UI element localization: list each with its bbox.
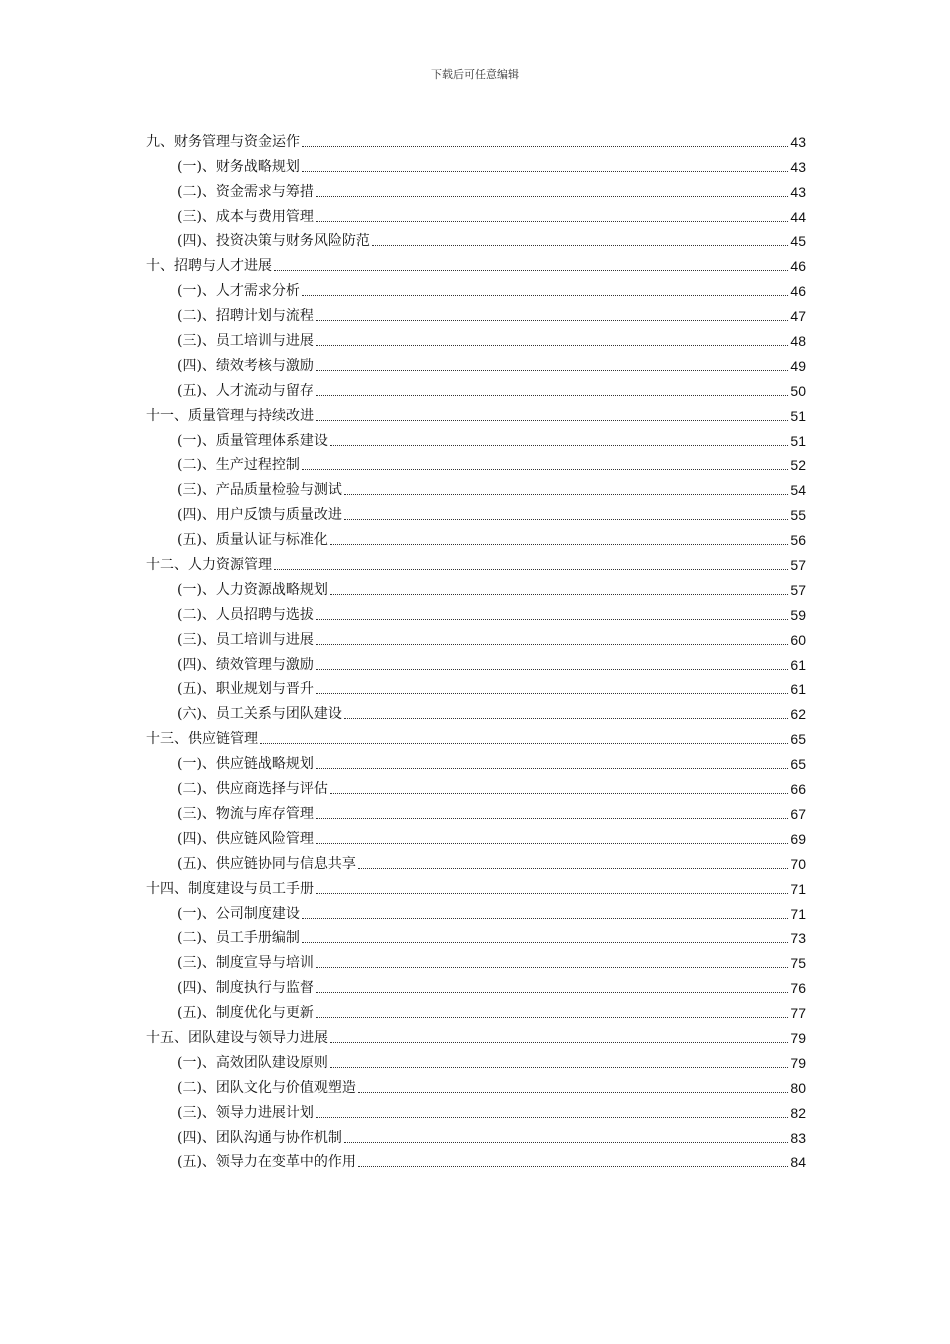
toc-entry-title: (五)、领导力在变革中的作用 bbox=[177, 1154, 356, 1171]
toc-entry-title: (五)、质量认证与标准化 bbox=[177, 532, 328, 549]
toc-entry-title: (三)、成本与费用管理 bbox=[177, 208, 314, 225]
toc-dot-leader bbox=[316, 967, 788, 968]
toc-entry-title: (六)、员工关系与团队建设 bbox=[177, 706, 342, 723]
toc-dot-leader bbox=[302, 171, 788, 172]
toc-dot-leader bbox=[358, 868, 788, 869]
toc-entry-page-number: 71 bbox=[790, 905, 806, 922]
toc-entry-page-number: 59 bbox=[790, 606, 806, 623]
toc-entry-title: (五)、人才流动与留存 bbox=[177, 382, 314, 399]
toc-dot-leader bbox=[344, 519, 788, 520]
toc-section-entry[interactable] bbox=[146, 1147, 806, 1172]
toc-entry-page-number: 71 bbox=[790, 880, 806, 897]
toc-entry-page-number: 65 bbox=[790, 756, 806, 773]
toc-section-entry[interactable] bbox=[146, 748, 806, 773]
toc-dot-leader bbox=[358, 1092, 788, 1093]
toc-section-entry[interactable] bbox=[146, 798, 806, 823]
toc-section-entry[interactable] bbox=[146, 275, 806, 300]
toc-entry-page-number: 79 bbox=[790, 1054, 806, 1071]
toc-entry-page-number: 65 bbox=[790, 731, 806, 748]
toc-entry-title: (一)、供应链战略规划 bbox=[177, 756, 314, 773]
toc-entry-page-number: 48 bbox=[790, 333, 806, 350]
toc-dot-leader bbox=[372, 245, 788, 246]
toc-chapter-entry[interactable] bbox=[146, 250, 806, 275]
toc-section-entry[interactable] bbox=[146, 325, 806, 350]
toc-dot-leader bbox=[344, 1142, 788, 1143]
toc-entry-page-number: 73 bbox=[790, 930, 806, 947]
toc-entry-title: (一)、财务战略规划 bbox=[177, 158, 300, 175]
toc-entry-title: (三)、员工培训与进展 bbox=[177, 631, 314, 648]
toc-dot-leader bbox=[358, 1166, 788, 1167]
toc-section-entry[interactable] bbox=[146, 898, 806, 923]
toc-chapter-entry[interactable] bbox=[146, 126, 806, 151]
toc-entry-title: (二)、员工手册编制 bbox=[177, 930, 300, 947]
toc-dot-leader bbox=[316, 1117, 788, 1118]
toc-entry-title: (三)、领导力进展计划 bbox=[177, 1104, 314, 1121]
toc-entry-title: (一)、质量管理体系建设 bbox=[177, 432, 328, 449]
toc-entry-title: 十、招聘与人才进展 bbox=[146, 258, 272, 275]
toc-dot-leader bbox=[330, 594, 788, 595]
toc-section-entry[interactable] bbox=[146, 300, 806, 325]
toc-entry-title: 十四、制度建设与员工手册 bbox=[146, 880, 314, 897]
toc-entry-title: (四)、团队沟通与协作机制 bbox=[177, 1129, 342, 1146]
toc-section-entry[interactable] bbox=[146, 474, 806, 499]
toc-entry-page-number: 43 bbox=[790, 133, 806, 150]
toc-dot-leader bbox=[330, 445, 788, 446]
toc-entry-title: (二)、生产过程控制 bbox=[177, 457, 300, 474]
toc-entry-title: 十五、团队建设与领导力进展 bbox=[146, 1029, 328, 1046]
toc-entry-page-number: 84 bbox=[790, 1154, 806, 1171]
toc-entry-page-number: 44 bbox=[790, 208, 806, 225]
toc-dot-leader bbox=[274, 270, 788, 271]
toc-entry-page-number: 77 bbox=[790, 1005, 806, 1022]
toc-dot-leader bbox=[274, 569, 788, 570]
toc-entry-page-number: 70 bbox=[790, 855, 806, 872]
toc-entry-title: (五)、制度优化与更新 bbox=[177, 1005, 314, 1022]
toc-entry-page-number: 79 bbox=[790, 1029, 806, 1046]
toc-section-entry[interactable] bbox=[146, 176, 806, 201]
toc-dot-leader bbox=[316, 345, 788, 346]
toc-section-entry[interactable] bbox=[146, 947, 806, 972]
toc-entry-title: (二)、供应商选择与评估 bbox=[177, 781, 328, 798]
toc-entry-page-number: 55 bbox=[790, 507, 806, 524]
toc-section-entry[interactable] bbox=[146, 1072, 806, 1097]
toc-section-entry[interactable] bbox=[146, 972, 806, 997]
toc-section-entry[interactable] bbox=[146, 823, 806, 848]
toc-section-entry[interactable] bbox=[146, 226, 806, 251]
toc-entry-title: (四)、用户反馈与质量改进 bbox=[177, 507, 342, 524]
toc-entry-title: (四)、供应链风险管理 bbox=[177, 830, 314, 847]
toc-dot-leader bbox=[302, 942, 788, 943]
toc-entry-title: 十二、人力资源管理 bbox=[146, 557, 272, 574]
toc-chapter-entry[interactable] bbox=[146, 549, 806, 574]
toc-entry-title: (四)、投资决策与财务风险防范 bbox=[177, 233, 370, 250]
toc-chapter-entry[interactable] bbox=[146, 723, 806, 748]
toc-dot-leader bbox=[302, 146, 788, 147]
toc-entry-page-number: 75 bbox=[790, 955, 806, 972]
toc-section-entry[interactable] bbox=[146, 201, 806, 226]
toc-section-entry[interactable] bbox=[146, 425, 806, 450]
toc-entry-title: (一)、人力资源战略规划 bbox=[177, 581, 328, 598]
toc-dot-leader bbox=[260, 743, 788, 744]
toc-entry-title: 十一、质量管理与持续改进 bbox=[146, 407, 314, 424]
toc-entry-page-number: 67 bbox=[790, 805, 806, 822]
toc-dot-leader bbox=[316, 992, 788, 993]
toc-chapter-entry[interactable] bbox=[146, 873, 806, 898]
toc-dot-leader bbox=[316, 669, 788, 670]
toc-entry-title: 九、财务管理与资金运作 bbox=[146, 133, 300, 150]
toc-entry-page-number: 47 bbox=[790, 308, 806, 325]
toc-entry-title: (五)、供应链协同与信息共享 bbox=[177, 855, 356, 872]
toc-section-entry[interactable] bbox=[146, 450, 806, 475]
toc-entry-title: (四)、制度执行与监督 bbox=[177, 980, 314, 997]
toc-section-entry[interactable] bbox=[146, 624, 806, 649]
toc-dot-leader bbox=[316, 893, 788, 894]
toc-entry-page-number: 57 bbox=[790, 581, 806, 598]
page-header: 下载后可任意编辑 bbox=[431, 68, 519, 81]
toc-entry-page-number: 83 bbox=[790, 1129, 806, 1146]
toc-dot-leader bbox=[302, 469, 788, 470]
toc-entry-page-number: 50 bbox=[790, 382, 806, 399]
toc-entry-page-number: 56 bbox=[790, 532, 806, 549]
toc-dot-leader bbox=[330, 1042, 788, 1043]
toc-entry-title: 十三、供应链管理 bbox=[146, 731, 258, 748]
toc-entry-title: (一)、高效团队建设原则 bbox=[177, 1054, 328, 1071]
toc-entry-page-number: 66 bbox=[790, 781, 806, 798]
toc-chapter-entry[interactable] bbox=[146, 400, 806, 425]
toc-entry-page-number: 62 bbox=[790, 706, 806, 723]
toc-section-entry[interactable] bbox=[146, 151, 806, 176]
toc-dot-leader bbox=[344, 718, 788, 719]
toc-entry-page-number: 80 bbox=[790, 1079, 806, 1096]
toc-section-entry[interactable] bbox=[146, 350, 806, 375]
toc-dot-leader bbox=[316, 370, 788, 371]
toc-entry-title: (三)、制度宣导与培训 bbox=[177, 955, 314, 972]
toc-entry-page-number: 46 bbox=[790, 258, 806, 275]
toc-dot-leader bbox=[316, 420, 788, 421]
toc-dot-leader bbox=[316, 693, 788, 694]
toc-entry-title: (三)、产品质量检验与测试 bbox=[177, 482, 342, 499]
toc-entry-page-number: 46 bbox=[790, 283, 806, 300]
toc-entry-title: (二)、资金需求与筹措 bbox=[177, 183, 314, 200]
toc-dot-leader bbox=[316, 768, 788, 769]
toc-entry-title: (三)、物流与库存管理 bbox=[177, 805, 314, 822]
toc-section-entry[interactable] bbox=[146, 574, 806, 599]
toc-dot-leader bbox=[316, 1017, 788, 1018]
toc-entry-title: (二)、人员招聘与选拔 bbox=[177, 606, 314, 623]
toc-section-entry[interactable] bbox=[146, 649, 806, 674]
toc-section-entry[interactable] bbox=[146, 698, 806, 723]
toc-entry-title: (二)、团队文化与价值观塑造 bbox=[177, 1079, 356, 1096]
toc-dot-leader bbox=[330, 793, 788, 794]
toc-dot-leader bbox=[302, 295, 788, 296]
toc-section-entry[interactable] bbox=[146, 375, 806, 400]
toc-entry-page-number: 51 bbox=[790, 432, 806, 449]
toc-entry-page-number: 76 bbox=[790, 980, 806, 997]
toc-entry-page-number: 61 bbox=[790, 681, 806, 698]
toc-section-entry[interactable] bbox=[146, 1047, 806, 1072]
toc-entry-title: (二)、招聘计划与流程 bbox=[177, 308, 314, 325]
toc-section-entry[interactable] bbox=[146, 524, 806, 549]
toc-section-entry[interactable] bbox=[146, 1097, 806, 1122]
toc-section-entry[interactable] bbox=[146, 499, 806, 524]
toc-section-entry[interactable] bbox=[146, 773, 806, 798]
toc-dot-leader bbox=[344, 494, 788, 495]
toc-dot-leader bbox=[330, 1067, 788, 1068]
toc-entry-page-number: 52 bbox=[790, 457, 806, 474]
toc-dot-leader bbox=[316, 619, 788, 620]
toc-section-entry[interactable] bbox=[146, 997, 806, 1022]
toc-entry-title: (一)、公司制度建设 bbox=[177, 905, 300, 922]
toc-entry-page-number: 82 bbox=[790, 1104, 806, 1121]
toc-entry-title: (四)、绩效考核与激励 bbox=[177, 357, 314, 374]
toc-entry-page-number: 49 bbox=[790, 357, 806, 374]
toc-chapter-entry[interactable] bbox=[146, 1022, 806, 1047]
toc-section-entry[interactable] bbox=[146, 923, 806, 948]
toc-dot-leader bbox=[316, 843, 788, 844]
toc-dot-leader bbox=[316, 196, 788, 197]
toc-section-entry[interactable] bbox=[146, 848, 806, 873]
toc-entry-title: (四)、绩效管理与激励 bbox=[177, 656, 314, 673]
toc-section-entry[interactable] bbox=[146, 674, 806, 699]
toc-entry-page-number: 43 bbox=[790, 183, 806, 200]
toc-entry-page-number: 43 bbox=[790, 158, 806, 175]
toc-entry-page-number: 51 bbox=[790, 407, 806, 424]
toc-dot-leader bbox=[316, 644, 788, 645]
toc-entry-page-number: 54 bbox=[790, 482, 806, 499]
toc-entry-page-number: 45 bbox=[790, 233, 806, 250]
toc-dot-leader bbox=[316, 395, 788, 396]
toc-dot-leader bbox=[302, 918, 788, 919]
toc-dot-leader bbox=[316, 320, 788, 321]
toc-entry-title: (三)、员工培训与进展 bbox=[177, 333, 314, 350]
toc-entry-page-number: 57 bbox=[790, 557, 806, 574]
toc-entry-page-number: 69 bbox=[790, 830, 806, 847]
table-of-contents bbox=[146, 126, 806, 1171]
toc-entry-page-number: 61 bbox=[790, 656, 806, 673]
toc-entry-page-number: 60 bbox=[790, 631, 806, 648]
toc-entry-title: (五)、职业规划与晋升 bbox=[177, 681, 314, 698]
toc-dot-leader bbox=[316, 221, 788, 222]
toc-entry-title: (一)、人才需求分析 bbox=[177, 283, 300, 300]
toc-dot-leader bbox=[330, 544, 788, 545]
toc-section-entry[interactable] bbox=[146, 599, 806, 624]
toc-section-entry[interactable] bbox=[146, 1122, 806, 1147]
toc-dot-leader bbox=[316, 818, 788, 819]
